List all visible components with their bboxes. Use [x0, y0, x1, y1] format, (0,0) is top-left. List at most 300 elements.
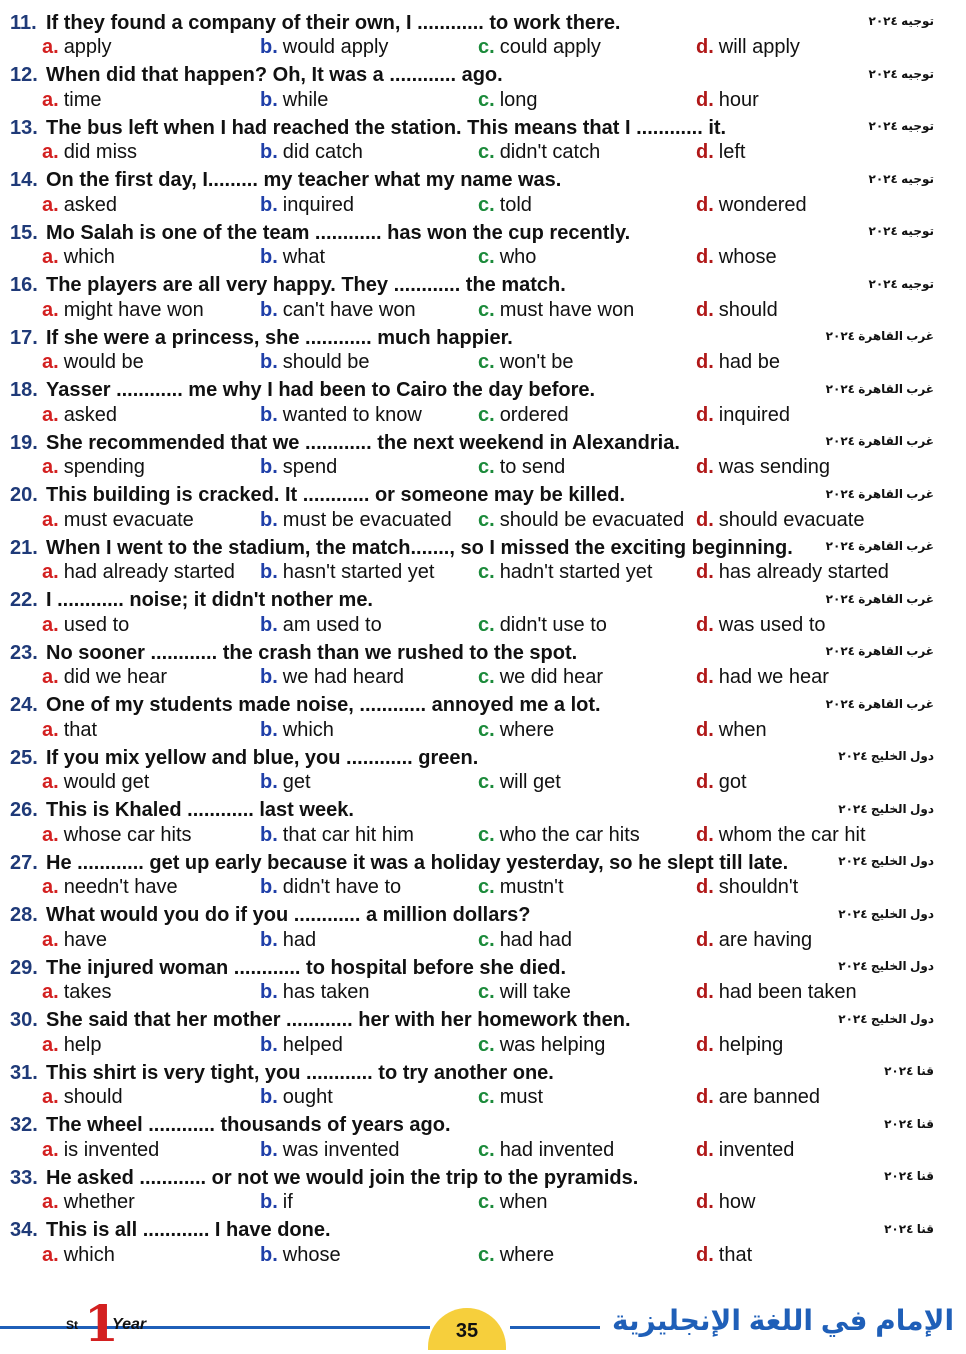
- answer-options: [42, 456, 942, 482]
- option-c[interactable]: [478, 351, 574, 374]
- option-text: hour: [718, 88, 759, 111]
- option-d[interactable]: [696, 456, 830, 479]
- source-tag: دول الخليج ٢٠٢٤: [838, 906, 934, 921]
- answer-options: [42, 36, 942, 62]
- option-a[interactable]: [42, 771, 149, 794]
- question-text: What would you do if you ............ a million dollars?: [46, 904, 531, 926]
- option-a[interactable]: [42, 824, 192, 847]
- question-line: [10, 586, 956, 616]
- option-d[interactable]: [696, 509, 864, 532]
- page-footer: [0, 1290, 966, 1353]
- question-number: 24.: [10, 694, 38, 716]
- option-letter: d.: [696, 718, 714, 741]
- option-letter: b.: [260, 351, 278, 373]
- source-tag: توجيه ٢٠٢٤: [868, 119, 934, 133]
- option-letter: c.: [478, 1086, 495, 1108]
- option-c[interactable]: [478, 614, 607, 637]
- source-tag: دول الخليج ٢٠٢٤: [838, 854, 934, 868]
- option-d[interactable]: [696, 561, 889, 584]
- question-list: [0, 8, 966, 1268]
- option-c[interactable]: [478, 561, 653, 584]
- option-text: was sending: [718, 456, 830, 478]
- question-text: If she were a princess, she ............ much happier.: [46, 326, 513, 349]
- option-text: had invented: [499, 1138, 615, 1161]
- option-text: must: [499, 1086, 544, 1108]
- option-b[interactable]: [260, 719, 334, 742]
- option-letter: d.: [696, 351, 714, 373]
- option-letter: b.: [260, 1243, 278, 1266]
- option-c[interactable]: [478, 1139, 614, 1162]
- option-letter: b.: [260, 613, 278, 636]
- option-c[interactable]: [478, 1034, 605, 1057]
- option-letter: a.: [42, 1138, 59, 1161]
- answer-options: [42, 246, 942, 272]
- option-text: am used to: [282, 613, 382, 636]
- option-text: we had heard: [282, 666, 404, 688]
- option-c[interactable]: [478, 141, 600, 164]
- option-letter: b.: [260, 403, 278, 426]
- option-d[interactable]: [696, 1034, 783, 1057]
- option-a[interactable]: [42, 1034, 102, 1057]
- option-d[interactable]: [696, 824, 866, 847]
- option-letter: c.: [478, 666, 495, 688]
- option-b[interactable]: [260, 36, 388, 59]
- option-c[interactable]: [478, 981, 571, 1004]
- option-letter: c.: [478, 351, 495, 373]
- question-item: [0, 533, 966, 586]
- option-b[interactable]: [260, 1034, 343, 1057]
- option-d[interactable]: [696, 1244, 752, 1267]
- option-text: wondered: [718, 193, 807, 216]
- question-text: The wheel ............ thousands of years ago.: [46, 1114, 451, 1136]
- option-a[interactable]: [42, 876, 178, 899]
- option-letter: a.: [42, 141, 59, 163]
- option-b[interactable]: [260, 404, 422, 427]
- question-line: [10, 1058, 956, 1088]
- answer-options: [42, 876, 942, 902]
- option-letter: b.: [260, 141, 278, 163]
- source-tag: توجيه ٢٠٢٤: [868, 171, 934, 186]
- answer-options: [42, 194, 942, 220]
- option-letter: a.: [42, 351, 59, 373]
- option-text: has already started: [718, 561, 889, 583]
- option-text: time: [63, 88, 102, 111]
- option-letter: a.: [42, 403, 59, 426]
- option-letter: b.: [260, 508, 278, 531]
- option-d[interactable]: [696, 404, 790, 427]
- logo-st: St: [66, 1318, 78, 1332]
- option-b[interactable]: [260, 561, 434, 584]
- question-item: [0, 481, 966, 534]
- option-d[interactable]: [696, 36, 800, 59]
- question-text: If they found a company of their own, I ............ to work there.: [46, 11, 621, 34]
- option-a[interactable]: [42, 719, 97, 742]
- question-line: [10, 901, 956, 931]
- option-text: had: [282, 928, 317, 951]
- source-tag: غرب القاهرة ٢٠٢٤: [825, 486, 934, 501]
- question-number: 20.: [10, 484, 38, 506]
- option-b[interactable]: [260, 824, 414, 847]
- answer-options: [42, 929, 942, 955]
- question-number: 21.: [10, 536, 38, 559]
- question-item: [0, 953, 966, 1006]
- option-text: must have won: [499, 298, 635, 321]
- question-item: [0, 271, 966, 324]
- option-letter: d.: [696, 1243, 714, 1266]
- option-text: get: [282, 771, 311, 793]
- option-text: if: [282, 1191, 293, 1213]
- option-letter: c.: [478, 928, 495, 951]
- option-a[interactable]: [42, 1191, 135, 1214]
- option-letter: d.: [696, 141, 714, 163]
- option-letter: c.: [478, 298, 495, 321]
- option-b[interactable]: [260, 929, 316, 952]
- answer-options: [42, 299, 942, 325]
- question-text: The bus left when I had reached the station. This means that I ............ it.: [46, 116, 727, 139]
- option-letter: d.: [696, 981, 714, 1003]
- option-text: spending: [63, 456, 145, 478]
- option-a[interactable]: [42, 1139, 159, 1162]
- question-text: This shirt is very tight, you ............ to try another one.: [46, 1061, 554, 1084]
- option-letter: c.: [478, 1033, 495, 1056]
- option-b[interactable]: [260, 981, 370, 1004]
- option-text: shouldn't: [718, 876, 799, 898]
- option-text: asked: [63, 403, 118, 426]
- option-a[interactable]: [42, 141, 137, 164]
- option-b[interactable]: [260, 141, 363, 164]
- option-text: will get: [499, 771, 561, 793]
- question-item: [0, 376, 966, 429]
- option-d[interactable]: [696, 929, 812, 952]
- option-c[interactable]: [478, 1244, 554, 1267]
- option-text: won't be: [499, 351, 574, 373]
- option-text: who: [499, 246, 537, 268]
- option-letter: d.: [696, 928, 714, 951]
- option-a[interactable]: [42, 404, 117, 427]
- first-year-logo: [60, 1294, 170, 1353]
- option-text: which: [63, 1243, 115, 1266]
- question-text: The injured woman ............ to hospital before she died.: [46, 956, 567, 979]
- answer-options: [42, 561, 942, 587]
- option-b[interactable]: [260, 1086, 333, 1109]
- question-number: 25.: [10, 746, 38, 769]
- answer-options: [42, 719, 942, 745]
- option-a[interactable]: [42, 509, 194, 532]
- option-b[interactable]: [260, 89, 328, 112]
- source-tag: توجيه ٢٠٢٤: [868, 224, 934, 238]
- question-number: 15.: [10, 221, 38, 244]
- option-c[interactable]: [478, 929, 572, 952]
- question-line: [10, 61, 956, 91]
- option-a[interactable]: [42, 614, 129, 637]
- option-d[interactable]: [696, 246, 777, 269]
- option-c[interactable]: [478, 456, 565, 479]
- option-c[interactable]: [478, 824, 640, 847]
- question-number: 27.: [10, 851, 38, 874]
- option-text: whose: [282, 1243, 341, 1266]
- option-letter: c.: [478, 141, 495, 163]
- option-a[interactable]: [42, 299, 204, 322]
- option-b[interactable]: [260, 1139, 400, 1162]
- option-text: is invented: [63, 1138, 160, 1161]
- option-letter: a.: [42, 298, 59, 321]
- question-line: [10, 1163, 956, 1193]
- logo-number: 1: [84, 1294, 119, 1353]
- question-item: [0, 743, 966, 796]
- option-text: should evacuate: [718, 508, 865, 531]
- option-text: hadn't started yet: [499, 561, 653, 583]
- option-a[interactable]: [42, 561, 235, 584]
- option-a[interactable]: [42, 36, 112, 59]
- option-letter: d.: [696, 246, 714, 268]
- answer-options: [42, 404, 942, 430]
- option-d[interactable]: [696, 719, 767, 742]
- option-d[interactable]: [696, 141, 745, 164]
- source-tag: توجيه ٢٠٢٤: [868, 66, 934, 81]
- question-number: 33.: [10, 1166, 38, 1189]
- question-number: 12.: [10, 64, 38, 86]
- question-line: [10, 376, 956, 406]
- option-text: how: [718, 1191, 756, 1213]
- option-text: ordered: [499, 403, 569, 426]
- option-a[interactable]: [42, 194, 117, 217]
- question-text: She recommended that we ............ the next weekend in Alexandria.: [46, 431, 680, 454]
- option-text: when: [499, 1191, 548, 1213]
- option-text: would be: [63, 351, 144, 373]
- option-letter: c.: [478, 1191, 495, 1213]
- option-d[interactable]: [696, 666, 829, 689]
- question-line: [10, 113, 956, 143]
- option-text: will take: [499, 981, 571, 1003]
- option-letter: c.: [478, 456, 495, 478]
- option-c[interactable]: [478, 299, 634, 322]
- option-c[interactable]: [478, 1191, 548, 1214]
- question-item: [0, 1006, 966, 1059]
- option-b[interactable]: [260, 194, 354, 217]
- question-item: [0, 691, 966, 744]
- option-d[interactable]: [696, 771, 747, 794]
- option-letter: c.: [478, 246, 495, 268]
- option-letter: d.: [696, 876, 714, 898]
- question-line: [10, 481, 956, 511]
- question-line: [10, 166, 956, 196]
- option-letter: d.: [696, 193, 714, 216]
- option-letter: d.: [696, 561, 714, 583]
- option-text: helping: [718, 1033, 784, 1056]
- question-item: [0, 61, 966, 114]
- question-number: 23.: [10, 641, 38, 664]
- option-b[interactable]: [260, 771, 311, 794]
- option-letter: c.: [478, 1243, 495, 1266]
- question-number: 16.: [10, 274, 38, 296]
- source-tag: قنا ٢٠٢٤: [884, 1169, 934, 1183]
- option-c[interactable]: [478, 246, 536, 269]
- option-b[interactable]: [260, 876, 401, 899]
- question-number: 17.: [10, 326, 38, 349]
- option-d[interactable]: [696, 194, 807, 217]
- option-c[interactable]: [478, 719, 554, 742]
- footer-divider-right: [510, 1326, 600, 1329]
- option-text: had already started: [63, 561, 235, 583]
- option-letter: d.: [696, 403, 714, 426]
- option-letter: a.: [42, 88, 59, 111]
- option-a[interactable]: [42, 351, 144, 374]
- option-text: should: [718, 298, 778, 321]
- option-text: will apply: [718, 36, 800, 58]
- option-b[interactable]: [260, 1244, 341, 1267]
- question-text: This is all ............ I have done.: [46, 1219, 331, 1241]
- option-text: who the car hits: [499, 823, 640, 846]
- option-d[interactable]: [696, 876, 798, 899]
- option-text: might have won: [63, 298, 204, 321]
- question-item: [0, 901, 966, 954]
- option-letter: b.: [260, 456, 278, 478]
- question-number: 26.: [10, 799, 38, 821]
- answer-options: [42, 1244, 942, 1270]
- option-text: did miss: [63, 141, 138, 163]
- question-item: [0, 1058, 966, 1111]
- option-b[interactable]: [260, 351, 370, 374]
- answer-options: [42, 1034, 942, 1060]
- option-d[interactable]: [696, 1086, 820, 1109]
- question-item: [0, 113, 966, 166]
- question-text: When did that happen? Oh, It was a ............ ago.: [46, 64, 503, 86]
- option-text: that: [718, 1243, 753, 1266]
- question-number: 34.: [10, 1219, 38, 1241]
- option-a[interactable]: [42, 246, 115, 269]
- option-b[interactable]: [260, 246, 325, 269]
- option-letter: d.: [696, 613, 714, 636]
- option-letter: b.: [260, 1138, 278, 1161]
- option-c[interactable]: [478, 509, 684, 532]
- answer-options: [42, 509, 942, 535]
- option-text: did we hear: [63, 666, 168, 688]
- option-letter: b.: [260, 1191, 278, 1213]
- option-text: left: [718, 141, 746, 163]
- option-letter: c.: [478, 613, 495, 636]
- question-number: 28.: [10, 904, 38, 926]
- question-line: [10, 638, 956, 668]
- option-d[interactable]: [696, 1191, 755, 1214]
- source-tag: غرب القاهرة ٢٠٢٤: [825, 434, 934, 448]
- option-d[interactable]: [696, 299, 778, 322]
- option-c[interactable]: [478, 36, 601, 59]
- option-text: are banned: [718, 1086, 820, 1108]
- option-a[interactable]: [42, 666, 167, 689]
- option-d[interactable]: [696, 614, 826, 637]
- option-b[interactable]: [260, 299, 416, 322]
- question-text: The players are all very happy. They ............ the match.: [46, 274, 566, 296]
- question-line: [10, 218, 956, 248]
- question-item: [0, 796, 966, 849]
- option-letter: b.: [260, 876, 278, 898]
- question-text: Mo Salah is one of the team ............ has won the cup recently.: [46, 221, 631, 244]
- option-text: when: [718, 718, 767, 741]
- option-text: invented: [718, 1138, 795, 1161]
- option-c[interactable]: [478, 876, 564, 899]
- option-letter: a.: [42, 876, 59, 898]
- option-letter: c.: [478, 771, 495, 793]
- answer-options: [42, 1086, 942, 1112]
- option-d[interactable]: [696, 1139, 794, 1162]
- option-letter: c.: [478, 876, 495, 898]
- question-line: [10, 533, 956, 563]
- source-tag: دول الخليج ٢٠٢٤: [838, 749, 934, 763]
- question-item: [0, 586, 966, 639]
- option-c[interactable]: [478, 194, 532, 217]
- option-letter: a.: [42, 193, 59, 216]
- option-text: whom the car hit: [718, 823, 866, 846]
- option-a[interactable]: [42, 1086, 123, 1109]
- option-b[interactable]: [260, 1191, 293, 1214]
- option-d[interactable]: [696, 89, 759, 112]
- option-letter: c.: [478, 193, 495, 216]
- option-d[interactable]: [696, 981, 857, 1004]
- option-letter: a.: [42, 718, 59, 741]
- option-text: didn't catch: [499, 141, 601, 163]
- option-c[interactable]: [478, 89, 538, 112]
- option-b[interactable]: [260, 509, 452, 532]
- question-item: [0, 638, 966, 691]
- option-letter: d.: [696, 1086, 714, 1108]
- source-tag: غرب القاهرة ٢٠٢٤: [825, 329, 934, 343]
- option-a[interactable]: [42, 929, 107, 952]
- option-c[interactable]: [478, 771, 561, 794]
- option-a[interactable]: [42, 1244, 115, 1267]
- question-line: [10, 428, 956, 458]
- option-d[interactable]: [696, 351, 780, 374]
- question-text: Yasser ............ me why I had been to Cairo the day before.: [46, 379, 596, 401]
- option-letter: c.: [478, 1138, 495, 1161]
- option-text: did catch: [282, 141, 363, 163]
- option-letter: b.: [260, 1033, 278, 1056]
- option-text: we did hear: [499, 666, 604, 688]
- option-letter: d.: [696, 666, 714, 688]
- source-tag: قنا ٢٠٢٤: [884, 1221, 934, 1236]
- answer-options: [42, 981, 942, 1007]
- option-letter: d.: [696, 298, 714, 321]
- option-letter: a.: [42, 823, 59, 846]
- option-c[interactable]: [478, 1086, 543, 1109]
- option-b[interactable]: [260, 666, 404, 689]
- question-line: [10, 271, 956, 301]
- option-text: would apply: [282, 36, 389, 58]
- option-a[interactable]: [42, 456, 145, 479]
- option-letter: b.: [260, 36, 278, 58]
- question-text: If you mix yellow and blue, you ............ green.: [46, 746, 479, 769]
- question-number: 22.: [10, 589, 38, 611]
- option-letter: a.: [42, 1033, 59, 1056]
- option-b[interactable]: [260, 614, 382, 637]
- option-c[interactable]: [478, 404, 569, 427]
- option-text: wanted to know: [282, 403, 422, 426]
- option-letter: b.: [260, 928, 278, 951]
- question-line: [10, 323, 956, 353]
- option-b[interactable]: [260, 456, 337, 479]
- question-number: 29.: [10, 956, 38, 979]
- option-text: ought: [282, 1086, 333, 1108]
- option-c[interactable]: [478, 666, 603, 689]
- option-text: should be evacuated: [499, 508, 685, 531]
- option-letter: c.: [478, 403, 495, 426]
- option-a[interactable]: [42, 981, 112, 1004]
- question-number: 19.: [10, 431, 38, 454]
- option-letter: c.: [478, 981, 495, 1003]
- option-text: long: [499, 88, 538, 111]
- option-a[interactable]: [42, 89, 101, 112]
- question-text: One of my students made noise, ............ annoyed me a lot.: [46, 694, 601, 716]
- option-text: hasn't started yet: [282, 561, 435, 583]
